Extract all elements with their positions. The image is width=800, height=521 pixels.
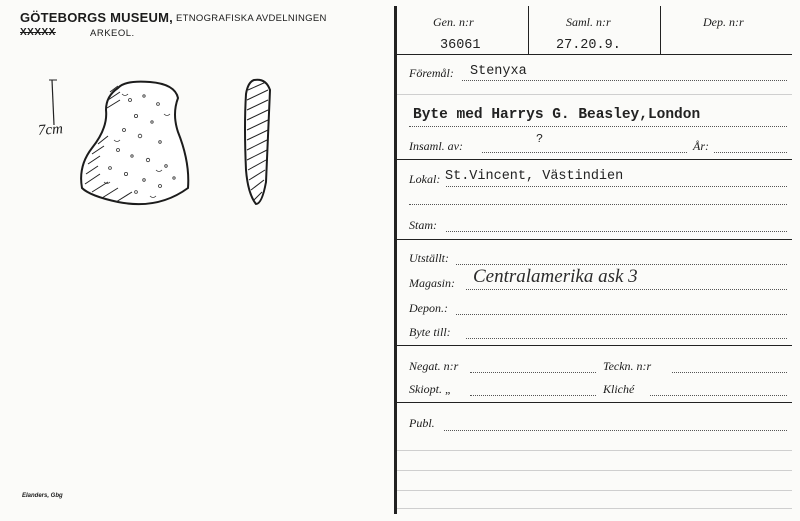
magasin-label: Magasin:: [409, 276, 455, 290]
scale-bar: [52, 80, 54, 125]
magasin-value: Centralamerika ask 3: [473, 266, 638, 287]
dep-label: Dep. n:r: [703, 15, 744, 29]
struck-text: XXXXX: [20, 27, 56, 38]
foremal-label: Föremål:: [409, 66, 454, 80]
negat-label: Negat. n:r: [409, 359, 459, 373]
lokal-label: Lokal:: [409, 172, 441, 186]
lokal-value: St.Vincent, Västindien: [445, 169, 624, 184]
saml-label: Saml. n:r: [566, 15, 611, 29]
insaml-label: Insaml. av:: [409, 139, 463, 153]
sub-department: ARKEOL.: [90, 28, 135, 39]
saml-value: 27.20.9.: [556, 38, 621, 53]
insaml-value: ?: [536, 132, 544, 146]
skiopt-label: Skiopt. „: [409, 382, 452, 396]
teckn-label: Teckn. n:r: [603, 359, 652, 373]
catalog-card: [394, 6, 795, 514]
scale-label: 7cm: [37, 121, 64, 139]
depon-label: Depon.:: [409, 301, 448, 315]
printer-mark: Elanders, Gbg: [22, 493, 63, 499]
stam-label: Stam:: [409, 218, 437, 232]
kliche-label: Kliché: [603, 382, 635, 396]
byte-value: Byte med Harrys G. Beasley,London: [413, 107, 701, 123]
publ-label: Publ.: [409, 416, 435, 430]
axe-front-view: [81, 82, 188, 205]
axe-drawing: [40, 70, 300, 220]
department-name: ETNOGRAFISKA AVDELNINGEN: [176, 13, 327, 24]
foremal-value: Stenyxa: [470, 64, 527, 79]
byte-till-label: Byte till:: [409, 325, 451, 339]
gen-label: Gen. n:r: [433, 15, 474, 29]
museum-name: GÖTEBORGS MUSEUM,: [20, 10, 173, 25]
utstallt-label: Utställt:: [409, 251, 450, 265]
ar-label: År:: [693, 139, 709, 153]
gen-value: 36061: [440, 38, 481, 53]
